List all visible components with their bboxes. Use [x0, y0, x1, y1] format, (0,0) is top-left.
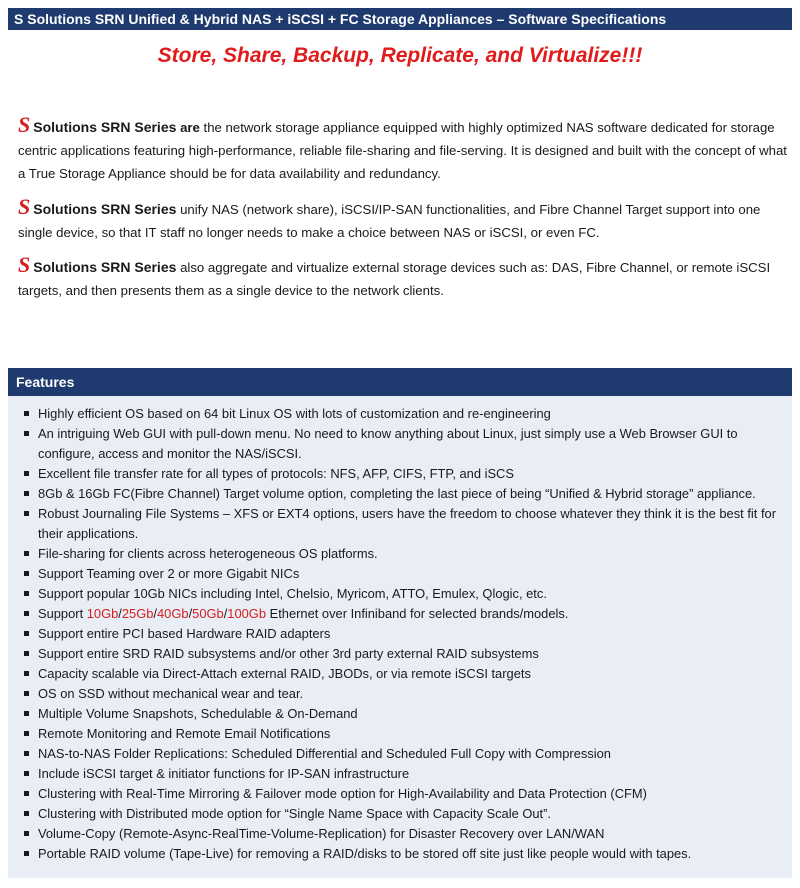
feature-text: Excellent file transfer rate for all types of protocols: NFS, AFP, CIFS, FTP, and iSCS	[38, 466, 514, 481]
speed-40gb: 40Gb	[157, 606, 189, 621]
bullet-icon	[24, 771, 29, 776]
feature-item	[24, 664, 788, 684]
bullet-icon	[24, 831, 29, 836]
feature-text: Portable RAID volume (Tape-Live) for removing a RAID/disks to be stored off site just like people would with tapes.	[38, 846, 692, 861]
brand-logo-s: S	[18, 112, 31, 137]
page-header-bar	[8, 8, 792, 30]
bullet-icon	[24, 471, 29, 476]
feature-item	[24, 704, 788, 724]
feature-text: 8Gb & 16Gb FC(Fibre Channel) Target volume option, completing the last piece of being “Unified & Hybrid storage” appliance.	[38, 486, 756, 501]
bullet-icon	[24, 691, 29, 696]
feature-item	[24, 504, 788, 544]
feature-text: OS on SSD without mechanical wear and tear.	[38, 686, 304, 701]
bullet-icon	[24, 611, 29, 616]
features-heading: Features	[8, 368, 792, 396]
speed-separator: /	[188, 606, 193, 621]
feature-item	[24, 724, 788, 744]
speed-separator: /	[153, 606, 158, 621]
feature-text: Volume-Copy (Remote-Async-RealTime-Volume-Replication) for Disaster Recovery over LAN/WAN	[38, 826, 605, 841]
speed-100gb: 100Gb	[227, 606, 267, 621]
bullet-icon	[24, 631, 29, 636]
speed-separator: /	[118, 606, 122, 621]
bullet-icon	[24, 571, 29, 576]
feature-text: Capacity scalable via Direct-Attach external RAID, JBODs, or via remote iSCSI targets	[38, 666, 531, 681]
feature-text: File-sharing for clients across heterogeneous OS platforms.	[38, 546, 378, 561]
intro-paragraph-2	[18, 194, 788, 244]
feature-text: An intriguing Web GUI with pull-down menu. No need to know anything about Linux, just simply use a Web Browser GUI to configure, access and monitor the NAS/iSCSI.	[38, 426, 738, 461]
bullet-icon	[24, 791, 29, 796]
bullet-icon	[24, 591, 29, 596]
features-list	[8, 396, 792, 864]
bullet-icon	[24, 651, 29, 656]
feature-item	[24, 844, 788, 864]
bullet-icon	[24, 431, 29, 436]
feature-item	[24, 784, 788, 804]
tagline: Store, Share, Backup, Replicate, and Virtualize!!!	[157, 44, 643, 67]
feature-item	[24, 544, 788, 564]
bullet-icon	[24, 731, 29, 736]
feature-text: Clustering with Distributed mode option for “Single Name Space with Capacity Scale Out”.	[38, 806, 551, 821]
feature-item	[24, 824, 788, 844]
speed-10gb: 10Gb	[86, 606, 119, 621]
intro-paragraph-3	[18, 252, 788, 302]
feature-text: Highly efficient OS based on 64 bit Linux OS with lots of customization and re-engineering	[38, 406, 551, 421]
bullet-icon	[24, 711, 29, 716]
feature-text: Support entire SRD RAID subsystems and/or other 3rd party external RAID subsystems	[38, 646, 539, 661]
intro-p1-are: are	[180, 120, 200, 135]
speeds-prefix: Support	[38, 606, 87, 621]
feature-text: Multiple Volume Snapshots, Schedulable & On-Demand	[38, 706, 358, 721]
bullet-icon	[24, 851, 29, 856]
intro-paragraph-1	[18, 112, 788, 185]
brand-logo-s: S	[18, 194, 31, 219]
feature-item	[24, 804, 788, 824]
speed-separator: /	[223, 606, 228, 621]
feature-item	[24, 584, 788, 604]
feature-item	[24, 564, 788, 584]
bullet-icon	[24, 751, 29, 756]
bullet-icon	[24, 491, 29, 496]
brand-name: Solutions SRN Series	[33, 259, 177, 275]
speeds-suffix: Ethernet over Infiniband for selected brands/models.	[266, 606, 569, 621]
feature-item	[24, 644, 788, 664]
bullet-icon	[24, 551, 29, 556]
feature-item-speeds	[24, 604, 788, 624]
feature-text: Robust Journaling File Systems – XFS or EXT4 options, users have the freedom to choose whatever they think it is the best fit for their applications.	[38, 506, 776, 541]
bullet-icon	[24, 511, 29, 516]
intro-p2-text: unify NAS (network share), iSCSI/IP-SAN functionalities, and Fibre Channel Target support into one single device, so that IT staff no longer needs to make a choice between NAS or iSCSI, or even FC.	[18, 202, 761, 240]
page-header-title: S Solutions SRN Unified & Hybrid NAS + iSCSI + FC Storage Appliances – Software Specifications	[14, 11, 667, 27]
brand-name: Solutions SRN Series	[33, 201, 177, 217]
feature-text: Clustering with Real-Time Mirroring & Failover mode option for High-Availability and Data Protection (CFM)	[38, 786, 647, 801]
feature-item	[24, 744, 788, 764]
feature-text: NAS-to-NAS Folder Replications: Scheduled Differential and Scheduled Full Copy with Compression	[38, 746, 611, 761]
brand-name: Solutions SRN Series	[33, 119, 177, 135]
feature-item	[24, 484, 788, 504]
intro-p1-text: the network storage appliance equipped with highly optimized NAS software dedicated for storage centric applications featuring high-performance, reliable file-sharing and file-serving. It is designed and built with the concept of what a True Storage Appliance should be for data availability and redundancy.	[18, 120, 787, 181]
feature-text: Support Teaming over 2 or more Gigabit NICs	[38, 566, 300, 581]
feature-item	[24, 684, 788, 704]
bullet-icon	[24, 811, 29, 816]
bullet-icon	[24, 671, 29, 676]
feature-item	[24, 424, 788, 464]
brand-logo-s: S	[18, 252, 31, 277]
feature-text: Support popular 10Gb NICs including Intel, Chelsio, Myricom, ATTO, Emulex, Qlogic, etc.	[38, 586, 547, 601]
bullet-icon	[24, 411, 29, 416]
feature-item	[24, 624, 788, 644]
feature-text: Include iSCSI target & initiator functions for IP-SAN infrastructure	[38, 766, 410, 781]
feature-text: Remote Monitoring and Remote Email Notifications	[38, 726, 331, 741]
feature-item	[24, 464, 788, 484]
feature-item	[24, 764, 788, 784]
speed-25gb: 25Gb	[121, 606, 154, 621]
speed-50gb: 50Gb	[192, 606, 224, 621]
feature-text: Support entire PCI based Hardware RAID adapters	[38, 626, 331, 641]
feature-item	[24, 404, 788, 424]
intro-p3-text: also aggregate and virtualize external storage devices such as: DAS, Fibre Channel, or remote iSCSI targets, and then presents them as a single device to the network clients.	[18, 260, 771, 298]
features-panel	[8, 368, 792, 878]
